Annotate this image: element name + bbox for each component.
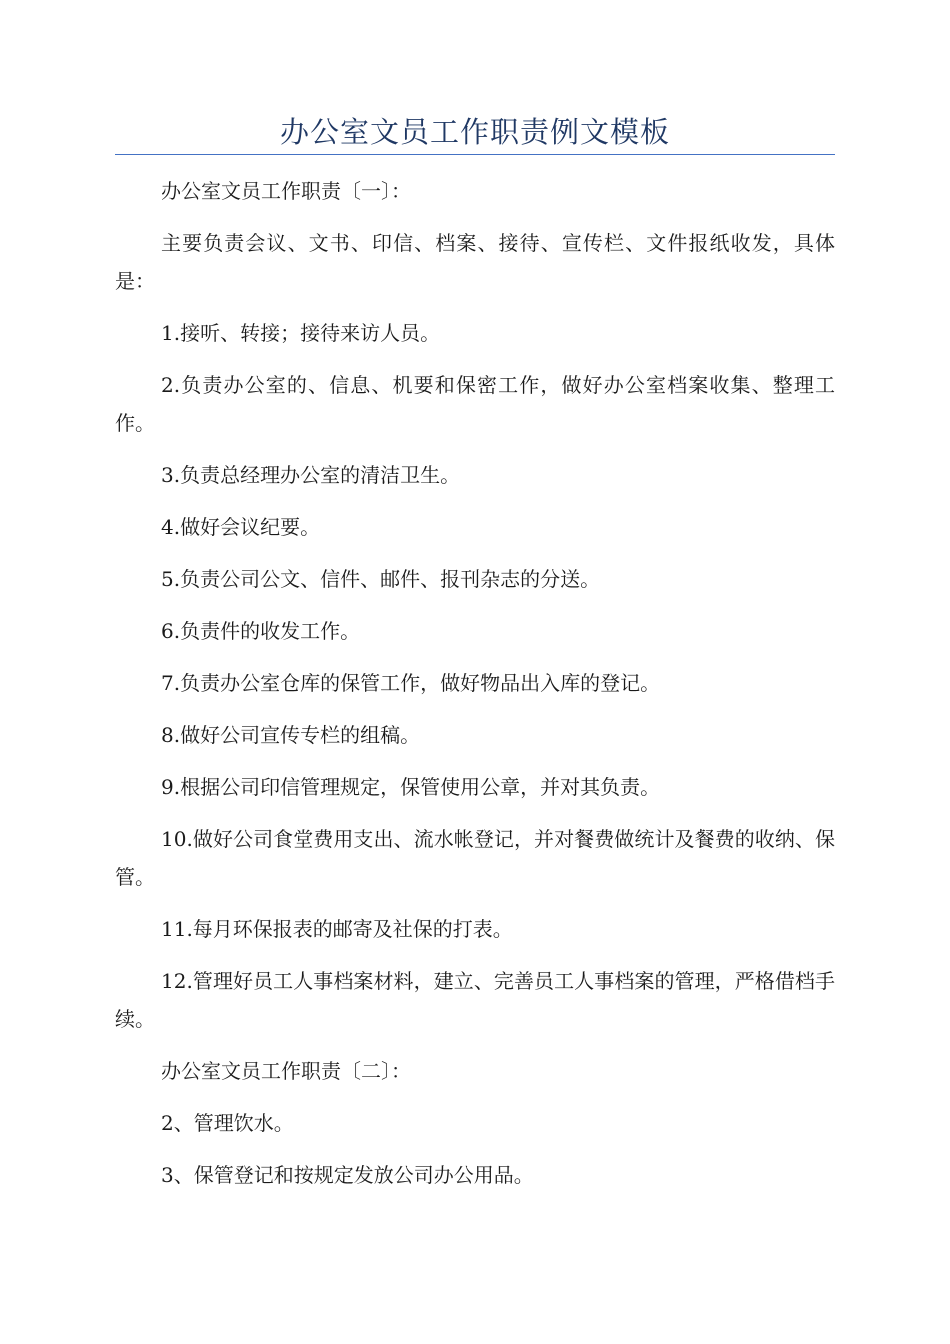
duty-item-12: 12.管理好员工人事档案材料，建立、完善员工人事档案的管理，严格借档手续。 xyxy=(115,969,835,1031)
duty-item-1: 1.接听、转接；接待来访人员。 xyxy=(161,321,441,345)
duty-item-3: 3.负责总经理办公室的清洁卫生。 xyxy=(161,463,461,487)
section-heading-1: 办公室文员工作职责〔一〕： xyxy=(161,179,411,203)
section-heading-2: 办公室文员工作职责〔二〕： xyxy=(161,1059,411,1083)
document-body xyxy=(115,172,835,1208)
duty-item-2-2: 2、管理饮水。 xyxy=(161,1111,294,1135)
intro-paragraph: 主要负责会议、文书、印信、档案、接待、宣传栏、文件报纸收发，具体是： xyxy=(115,231,835,293)
duty-item-2: 2.负责办公室的、信息、机要和保密工作，做好办公室档案收集、整理工作。 xyxy=(115,373,835,435)
duty-item-6: 6.负责件的收发工作。 xyxy=(161,619,361,643)
duty-item-2-3: 3、保管登记和按规定发放公司办公用品。 xyxy=(161,1163,534,1187)
duty-item-11: 11.每月环保报表的邮寄及社保的打表。 xyxy=(161,917,513,941)
duty-item-5: 5.负责公司公文、信件、邮件、报刊杂志的分送。 xyxy=(161,567,601,591)
duty-item-4: 4.做好会议纪要。 xyxy=(161,515,321,539)
document-title: 办公室文员工作职责例文模板 xyxy=(279,115,670,149)
duty-item-7: 7.负责办公室仓库的保管工作，做好物品出入库的登记。 xyxy=(161,671,661,695)
title-underline xyxy=(115,154,835,155)
duty-item-10: 10.做好公司食堂费用支出、流水帐登记，并对餐费做统计及餐费的收纳、保管。 xyxy=(115,827,835,889)
duty-item-9: 9.根据公司印信管理规定，保管使用公章，并对其负责。 xyxy=(161,775,661,799)
duty-item-8: 8.做好公司宣传专栏的组稿。 xyxy=(161,723,421,747)
